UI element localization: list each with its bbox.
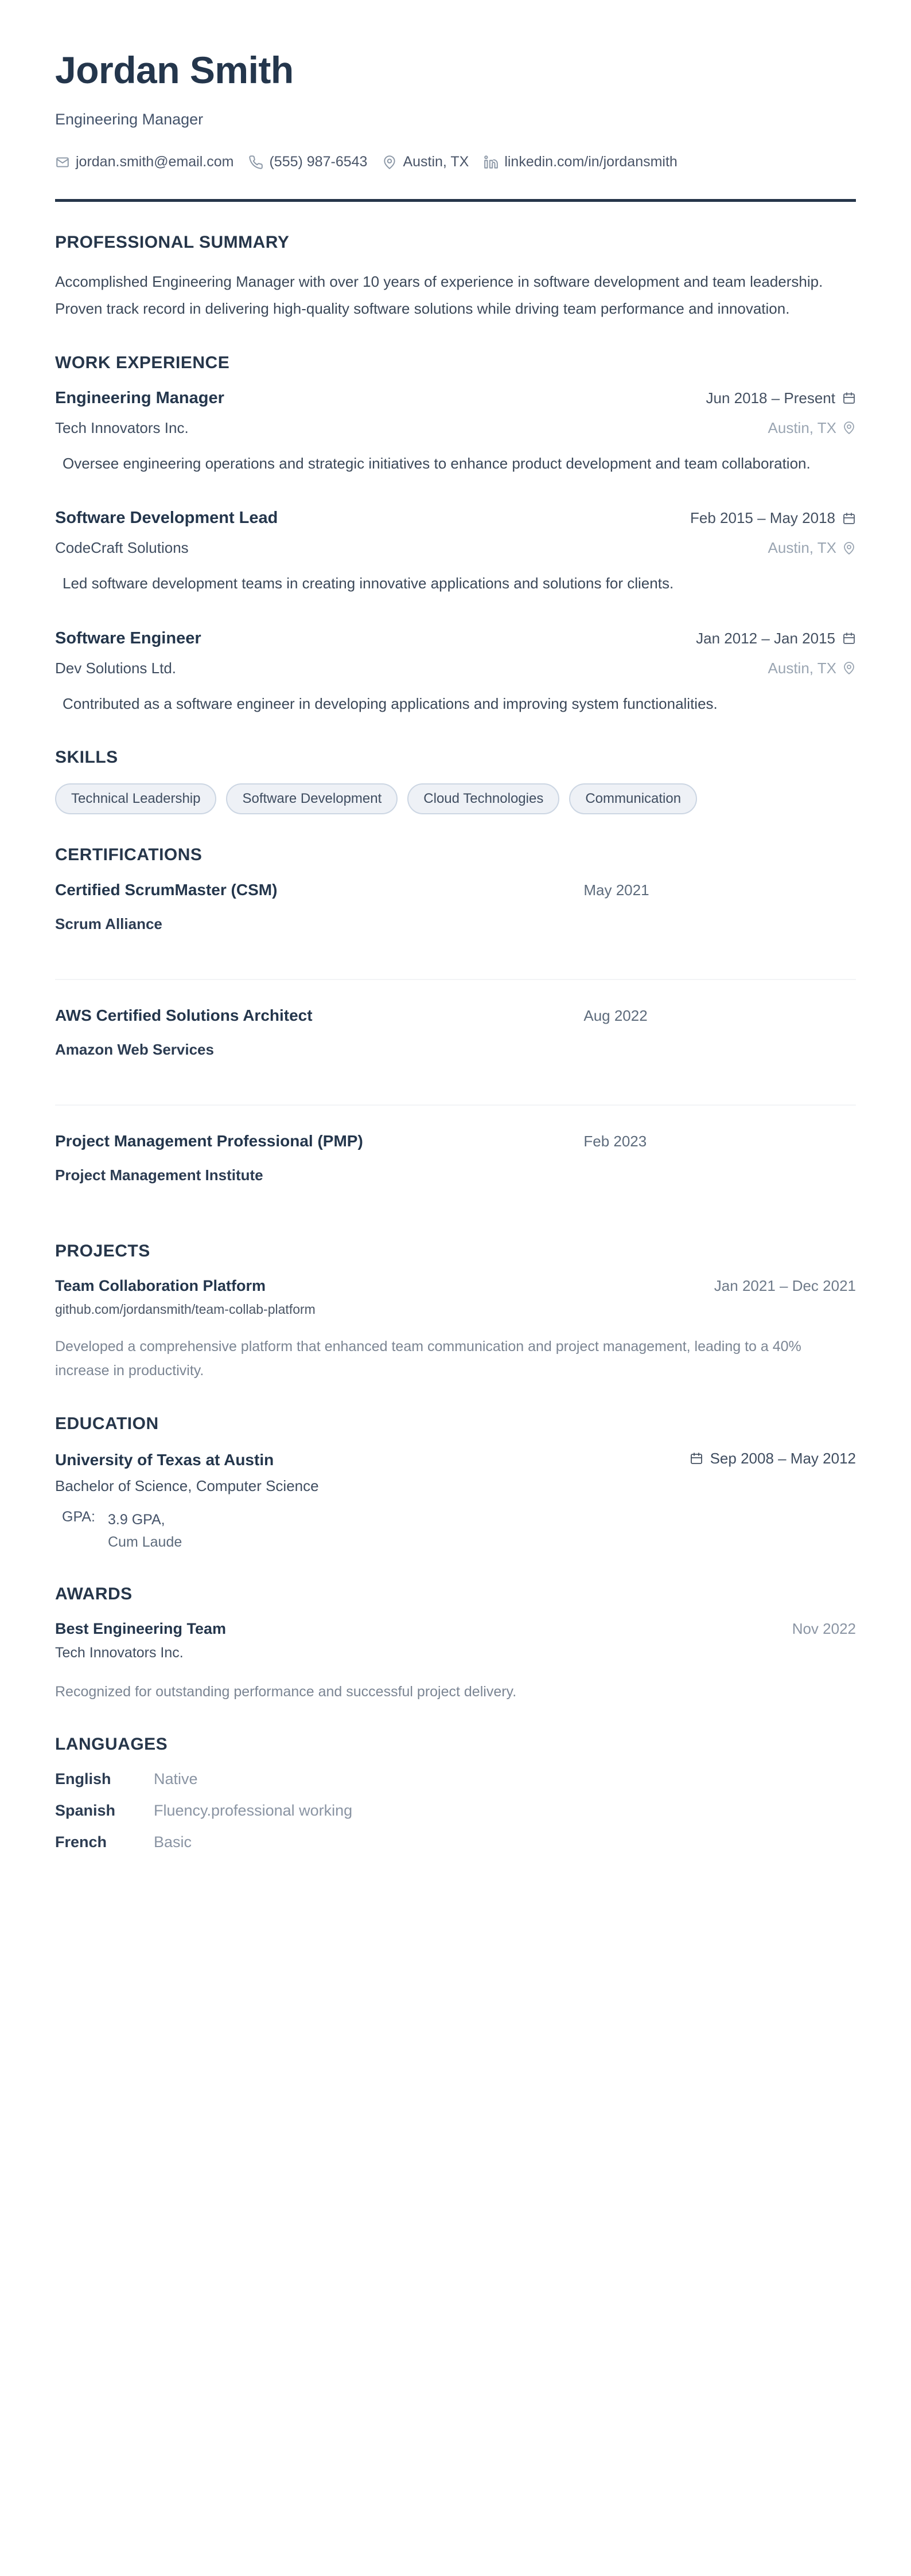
language-name: French xyxy=(55,1833,107,1851)
project-title-row xyxy=(55,1277,856,1295)
linkedin-icon xyxy=(484,155,499,170)
contact-email-text: jordan.smith@email.com xyxy=(76,154,234,170)
certification-row xyxy=(55,881,856,899)
award-description: Recognized for outstanding performance and successful project delivery. xyxy=(55,1683,517,1700)
experience-company: Tech Innovators Inc. xyxy=(55,419,189,436)
award-name: Best Engineering Team xyxy=(55,1619,227,1637)
section-professional-summary xyxy=(55,233,856,322)
calendar-icon xyxy=(842,512,856,525)
contact-linkedin-text: linkedin.com/in/jordansmith xyxy=(504,154,678,170)
project-url[interactable]: github.com/jordansmith/team-collab-platform xyxy=(55,1301,316,1317)
contact-email[interactable] xyxy=(55,154,233,170)
contact-phone-text: (555) 987-6543 xyxy=(269,154,368,170)
experience-dates-text: Jan 2012 – Jan 2015 xyxy=(696,629,835,647)
skill-pill: Technical Leadership xyxy=(55,783,216,814)
person-job-title: Engineering Manager xyxy=(55,111,204,128)
certification-issuer: Project Management Institute xyxy=(55,1166,263,1184)
award-entry xyxy=(55,1620,856,1704)
project-name: Team Collaboration Platform xyxy=(55,1277,266,1294)
section-heading-awards: AWARDS xyxy=(55,1584,133,1603)
location-pin-icon xyxy=(842,541,856,555)
language-level: Basic xyxy=(154,1833,192,1851)
education-dates xyxy=(690,1450,856,1467)
experience-location-text: Austin, TX xyxy=(768,419,836,436)
experience-description: Oversee engineering operations and strategic initiatives to enhance product development and team collaboration. xyxy=(63,454,811,472)
certification-entry xyxy=(55,980,856,1106)
header-divider xyxy=(55,199,856,202)
section-heading-education: EDUCATION xyxy=(55,1414,159,1433)
certification-name: AWS Certified Solutions Architect xyxy=(55,1006,313,1024)
education-gpa-block xyxy=(55,1509,856,1554)
education-school: University of Texas at Austin xyxy=(55,1451,274,1469)
experience-company-row xyxy=(55,533,856,557)
experience-description: Contributed as a software engineer in developing applications and improving system functionalities. xyxy=(63,694,718,712)
award-title-row xyxy=(55,1620,856,1638)
calendar-icon xyxy=(842,391,856,405)
certification-entry xyxy=(55,1106,856,1211)
experience-title-row xyxy=(55,509,856,528)
language-name: English xyxy=(55,1770,111,1788)
certification-row xyxy=(55,1006,856,1025)
experience-dates-text: Feb 2015 – May 2018 xyxy=(690,509,835,527)
experience-location xyxy=(768,419,856,437)
project-entry xyxy=(55,1277,856,1383)
certification-date: Feb 2023 xyxy=(583,1132,647,1150)
contact-linkedin[interactable] xyxy=(484,154,678,170)
section-heading-projects: PROJECTS xyxy=(55,1241,150,1260)
education-gpa-label: GPA: xyxy=(62,1509,95,1525)
contact-row xyxy=(55,154,856,170)
section-heading-skills: SKILLS xyxy=(55,748,118,767)
location-pin-icon xyxy=(842,421,856,435)
experience-job-title: Software Engineer xyxy=(55,629,201,647)
section-heading-certifications: CERTIFICATIONS xyxy=(55,845,203,864)
experience-job-title: Engineering Manager xyxy=(55,388,224,407)
contact-location-text: Austin, TX xyxy=(403,154,469,170)
experience-location-text: Austin, TX xyxy=(768,539,836,557)
experience-company: Dev Solutions Ltd. xyxy=(55,659,177,677)
contact-phone[interactable] xyxy=(248,154,367,170)
certification-date: Aug 2022 xyxy=(583,1006,648,1024)
person-name: Jordan Smith xyxy=(55,49,294,91)
skill-pill: Communication xyxy=(569,783,697,814)
experience-location xyxy=(768,659,856,677)
experience-company-row xyxy=(55,654,856,677)
section-heading-experience: WORK EXPERIENCE xyxy=(55,353,230,372)
section-languages xyxy=(55,1735,856,1851)
experience-job-title: Software Development Lead xyxy=(55,509,278,528)
experience-dates xyxy=(690,509,856,527)
mail-icon xyxy=(55,155,70,170)
experience-location xyxy=(768,539,856,557)
experience-entry xyxy=(55,629,856,717)
education-title-row xyxy=(55,1450,856,1470)
award-issuer: Tech Innovators Inc. xyxy=(55,1644,184,1661)
certification-issuer: Amazon Web Services xyxy=(55,1040,214,1058)
section-education xyxy=(55,1414,856,1554)
education-gpa-value: 3.9 GPA, xyxy=(108,1512,165,1528)
location-pin-icon xyxy=(842,661,856,675)
education-degree: Bachelor of Science, Computer Science xyxy=(55,1477,319,1495)
certification-row xyxy=(55,1132,856,1150)
experience-description: Led software development teams in creating innovative applications and solutions for clients. xyxy=(63,575,674,592)
experience-entry xyxy=(55,509,856,597)
calendar-icon xyxy=(842,631,856,645)
education-entry xyxy=(55,1450,856,1554)
certification-issuer: Scrum Alliance xyxy=(55,915,162,932)
phone-icon xyxy=(248,155,263,170)
section-projects xyxy=(55,1242,856,1383)
section-awards xyxy=(55,1584,856,1704)
language-level: Native xyxy=(154,1770,198,1788)
resume-header xyxy=(55,50,856,202)
project-dates: Jan 2021 – Dec 2021 xyxy=(714,1277,856,1294)
certification-name: Project Management Professional (PMP) xyxy=(55,1131,363,1150)
section-certifications xyxy=(55,845,856,1211)
certification-date: May 2021 xyxy=(583,881,649,899)
experience-entry xyxy=(55,389,856,477)
project-description: Developed a comprehensive platform that enhanced team communication and project management, leading to a 40% increase in productivity. xyxy=(55,1338,801,1379)
experience-dates-text: Jun 2018 – Present xyxy=(706,389,835,407)
experience-title-row xyxy=(55,629,856,648)
section-heading-languages: LANGUAGES xyxy=(55,1735,168,1754)
certification-name: Certified ScrumMaster (CSM) xyxy=(55,880,278,899)
certification-entry xyxy=(55,881,856,980)
summary-text: Accomplished Engineering Manager with over 10 years of experience in software development and team leadership. Proven track record in delivering high-quality software solutions while driving team performance and innovation. xyxy=(55,273,823,318)
skill-pill: Cloud Technologies xyxy=(407,783,559,814)
skill-pill: Software Development xyxy=(226,783,398,814)
contact-location xyxy=(382,154,469,170)
languages-grid xyxy=(55,1770,856,1851)
experience-title-row xyxy=(55,389,856,408)
education-honors: Cum Laude xyxy=(108,1533,182,1550)
experience-company-row xyxy=(55,413,856,437)
experience-location-text: Austin, TX xyxy=(768,659,836,677)
section-skills xyxy=(55,748,856,814)
section-work-experience xyxy=(55,353,856,717)
language-level: Fluency.professional working xyxy=(154,1802,353,1820)
experience-dates xyxy=(696,630,856,647)
award-date: Nov 2022 xyxy=(792,1619,856,1637)
language-name: Spanish xyxy=(55,1802,116,1820)
education-gpa-lines xyxy=(108,1509,182,1554)
experience-dates xyxy=(706,389,857,407)
education-dates-text: Sep 2008 – May 2012 xyxy=(710,1449,856,1467)
location-pin-icon xyxy=(382,155,397,170)
calendar-icon xyxy=(690,1451,703,1465)
section-heading-summary: PROFESSIONAL SUMMARY xyxy=(55,233,290,252)
skills-pill-row xyxy=(55,783,856,814)
experience-company: CodeCraft Solutions xyxy=(55,539,189,557)
